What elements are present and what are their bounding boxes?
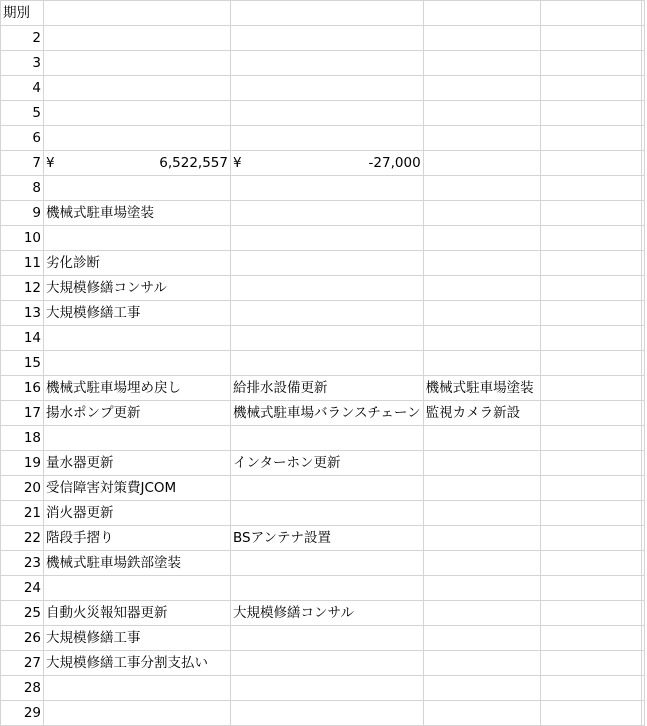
period-number[interactable]: 9 [1,201,44,226]
cell[interactable] [540,1,644,26]
period-number[interactable]: 24 [1,576,44,601]
cell-d[interactable] [423,276,540,301]
cell-b[interactable] [44,51,231,76]
period-number[interactable]: 14 [1,326,44,351]
cell-b[interactable] [44,676,231,701]
period-header[interactable]: 期別 [1,1,44,26]
cell-c[interactable] [231,326,424,351]
cell-d[interactable] [423,226,540,251]
period-number[interactable]: 16 [1,376,44,401]
period-number[interactable]: 12 [1,276,44,301]
cell-e[interactable] [540,551,644,576]
cell-b[interactable] [44,126,231,151]
cell-e[interactable] [540,601,644,626]
cell-e[interactable] [540,626,644,651]
cell-c[interactable]: 大規模修繕コンサル [231,601,424,626]
cell-b[interactable] [44,26,231,51]
table-row [1,501,645,526]
cell-c[interactable] [231,501,424,526]
cell-d[interactable] [423,551,540,576]
cell-d[interactable] [423,651,540,676]
table-row [1,576,645,601]
cell-b[interactable] [44,576,231,601]
cell-b[interactable]: 劣化診断 [44,251,231,276]
table-row [1,301,645,326]
table-row [1,676,645,701]
cell-e[interactable] [540,476,644,501]
cell-e[interactable] [540,226,644,251]
cell-e[interactable] [540,126,644,151]
table-row [1,76,645,101]
cell-e[interactable] [540,151,644,176]
cell-c[interactable] [231,651,424,676]
cell-d[interactable] [423,701,540,726]
cell-d[interactable] [423,26,540,51]
cell-d[interactable] [423,576,540,601]
table-row [1,626,645,651]
cell-e[interactable] [540,201,644,226]
cell-e[interactable] [540,301,644,326]
cell-c[interactable] [231,576,424,601]
cell-c[interactable] [231,476,424,501]
cell-d[interactable] [423,101,540,126]
period-number[interactable]: 5 [1,101,44,126]
period-number[interactable]: 18 [1,426,44,451]
cell-e[interactable] [540,426,644,451]
cell-c[interactable]: 機械式駐車場バランスチェーン [231,401,424,426]
cell-d[interactable] [423,326,540,351]
cell-e[interactable] [540,676,644,701]
cell-b[interactable]: 受信障害対策費JCOM [44,476,231,501]
cell-d[interactable] [423,251,540,276]
cell-e[interactable] [540,526,644,551]
cell-c[interactable]: インターホン更新 [231,451,424,476]
amount [233,151,421,175]
table-row [1,151,645,176]
cell-c[interactable] [231,76,424,101]
table-row [1,451,645,476]
period-number[interactable]: 21 [1,501,44,526]
cell-d[interactable] [423,601,540,626]
cell-c[interactable]: BSアンテナ設置 [231,526,424,551]
period-number[interactable]: 28 [1,676,44,701]
cell-e[interactable] [540,51,644,76]
cell-e[interactable] [540,251,644,276]
cell-c[interactable] [231,251,424,276]
table-row [1,401,645,426]
cell-b[interactable] [44,426,231,451]
cell-c[interactable] [231,351,424,376]
table-row [1,126,645,151]
cell-c[interactable] [231,276,424,301]
cell-e[interactable] [540,451,644,476]
cell-c[interactable] [231,426,424,451]
amount [46,151,228,175]
cell-b[interactable] [44,701,231,726]
cell-c[interactable] [231,551,424,576]
cell-e[interactable] [540,376,644,401]
cell-e[interactable] [540,401,644,426]
period-number[interactable]: 27 [1,651,44,676]
table-row [1,351,645,376]
cell-b[interactable] [44,176,231,201]
cell-c[interactable] [231,301,424,326]
table-row [1,26,645,51]
table-row [1,651,645,676]
cell-b[interactable]: 大規模修繕工事分割支払い [44,651,231,676]
cell-e[interactable] [540,76,644,101]
cell-d[interactable] [423,426,540,451]
table-row [1,526,645,551]
cell-d[interactable] [423,201,540,226]
table-row [1,101,645,126]
cell-e[interactable] [540,276,644,301]
cell-b[interactable]: 機械式駐車場鉄部塗装 [44,551,231,576]
cell-d[interactable] [423,676,540,701]
amount-value: -27,000 [368,155,421,171]
cell-c[interactable] [231,226,424,251]
table-row [1,426,645,451]
cell-b[interactable]: 機械式駐車場埋め戻し [44,376,231,401]
cell-e[interactable] [540,701,644,726]
table-row [1,701,645,726]
cell-d[interactable] [423,51,540,76]
period-number[interactable]: 25 [1,601,44,626]
table-row [1,476,645,501]
cell-e[interactable] [540,26,644,51]
cell-b[interactable] [44,151,231,176]
table-row [1,176,645,201]
cell-b[interactable]: 自動火災報知器更新 [44,601,231,626]
cell-d[interactable] [423,351,540,376]
period-number[interactable]: 8 [1,176,44,201]
table-row [1,51,645,76]
column-divider [641,0,642,726]
period-number[interactable]: 2 [1,26,44,51]
table-row [1,201,645,226]
cell-c[interactable] [231,151,424,176]
cell-c[interactable]: 給排水設備更新 [231,376,424,401]
table-row [1,326,645,351]
table-row [1,276,645,301]
table-row [1,601,645,626]
cell-d[interactable] [423,126,540,151]
period-number[interactable]: 23 [1,551,44,576]
period-number[interactable]: 3 [1,51,44,76]
period-number[interactable]: 26 [1,626,44,651]
period-number[interactable]: 10 [1,226,44,251]
cell-d[interactable] [423,626,540,651]
cell-e[interactable] [540,176,644,201]
cell-c[interactable] [231,126,424,151]
cell-e[interactable] [540,576,644,601]
period-number[interactable]: 13 [1,301,44,326]
cell-c[interactable] [231,176,424,201]
cell-c[interactable] [231,101,424,126]
cell-c[interactable] [231,701,424,726]
period-number[interactable]: 19 [1,451,44,476]
cell-b[interactable]: 大規模修繕コンサル [44,276,231,301]
period-number[interactable]: 22 [1,526,44,551]
cell-d[interactable] [423,176,540,201]
table-row [1,251,645,276]
period-number[interactable]: 4 [1,76,44,101]
period-number[interactable]: 29 [1,701,44,726]
cell[interactable] [44,1,231,26]
cell-c[interactable] [231,676,424,701]
cell-b[interactable]: 機械式駐車場塗装 [44,201,231,226]
cell[interactable] [423,1,540,26]
cell-b[interactable] [44,76,231,101]
cell-d[interactable] [423,476,540,501]
cell-b[interactable] [44,226,231,251]
cell-b[interactable] [44,326,231,351]
currency-symbol: ¥ [233,155,242,171]
amount-value: 6,522,557 [159,155,228,171]
cell-b[interactable]: 量水器更新 [44,451,231,476]
cell-c[interactable] [231,26,424,51]
cell-e[interactable] [540,326,644,351]
currency-symbol: ¥ [46,155,55,171]
cell-d[interactable]: 機械式駐車場塗装 [423,376,540,401]
cell-e[interactable] [540,351,644,376]
cell-d[interactable] [423,501,540,526]
cell-e[interactable] [540,501,644,526]
cell-b[interactable] [44,101,231,126]
table-row [1,376,645,401]
cell-b[interactable]: 階段手摺り [44,526,231,551]
cell-b[interactable]: 揚水ポンプ更新 [44,401,231,426]
cell-b[interactable] [44,351,231,376]
header-row [1,1,645,26]
cell-c[interactable] [231,51,424,76]
cell-d[interactable] [423,151,540,176]
cell-b[interactable]: 大規模修繕工事 [44,626,231,651]
cell-d[interactable] [423,76,540,101]
period-number[interactable]: 15 [1,351,44,376]
table-row [1,551,645,576]
period-number[interactable]: 11 [1,251,44,276]
cell-e[interactable] [540,101,644,126]
cell-b[interactable]: 消火器更新 [44,501,231,526]
cell-d[interactable] [423,451,540,476]
cell-c[interactable] [231,626,424,651]
period-number[interactable]: 6 [1,126,44,151]
cell-d[interactable] [423,526,540,551]
cell-b[interactable]: 大規模修繕工事 [44,301,231,326]
period-number[interactable]: 20 [1,476,44,501]
period-number[interactable]: 7 [1,151,44,176]
cell-d[interactable] [423,301,540,326]
cell-e[interactable] [540,651,644,676]
cell-d[interactable]: 監視カメラ新設 [423,401,540,426]
period-number[interactable]: 17 [1,401,44,426]
cell[interactable] [231,1,424,26]
table-row [1,226,645,251]
cell-c[interactable] [231,201,424,226]
